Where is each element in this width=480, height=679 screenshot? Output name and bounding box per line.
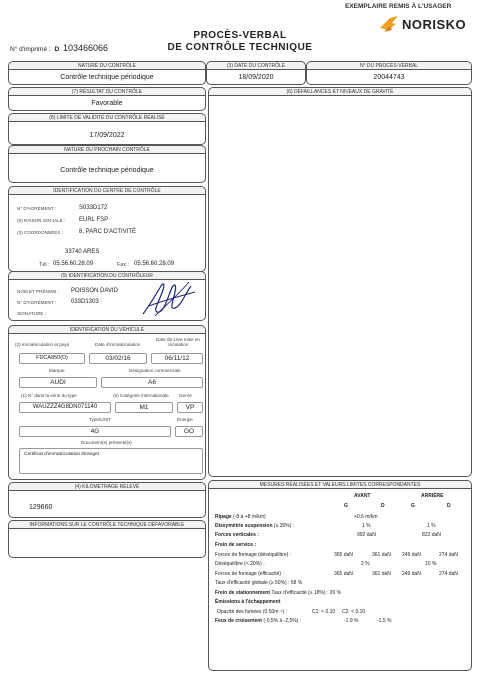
opacite-text: Opacité des fumées (0.50m⁻¹) :: [217, 609, 288, 615]
energy-field: GO: [175, 426, 203, 437]
controller-signature: [139, 276, 199, 320]
centre-agrement-value: S033D172: [79, 205, 108, 211]
norisko-logo: [378, 14, 478, 36]
centre-raison-value: EURL FSP: [79, 217, 109, 223]
pv-number-box: [306, 61, 472, 85]
frein-stat-text: Taux d'efficacité (≥ 18%) : 20 %: [271, 590, 342, 596]
ripage-row: [215, 514, 266, 520]
vehicle-box: [8, 325, 206, 480]
next-control-header: NATURE DU PROCHAIN CONTRÔLE: [9, 146, 205, 154]
brand-name: NORISKO: [402, 17, 467, 32]
ffe-ar-d: 274 daN: [439, 571, 458, 577]
control-date-box: [206, 61, 306, 85]
first-circ-label: Date de 1ère mise en circulation: [156, 337, 200, 347]
norisko-bird-icon: [378, 14, 400, 36]
validity-box: [8, 113, 206, 145]
controller-name-value: POISSON DAVID: [71, 288, 118, 294]
centre-fax-label: Fax :: [117, 262, 130, 268]
marque-label: Marque: [49, 368, 65, 373]
frein-service-label: Frein de service :: [215, 542, 257, 548]
pv-number-header: N° DU PROCÈS-VERBAL: [307, 62, 471, 70]
arriere-heading: ARRIÈRE: [421, 493, 444, 499]
print-number: [10, 43, 108, 53]
result-box: [8, 87, 206, 111]
centre-coord-label: (3) COORDONNÉES :: [17, 230, 63, 235]
forces-vert-ar: 822 daN: [422, 532, 441, 538]
defects-box: [208, 87, 472, 477]
result-value: Favorable: [91, 100, 123, 107]
control-nature-box: [8, 61, 206, 85]
control-nature-header: NATURE DU CONTRÔLE: [9, 62, 205, 70]
controller-agrement-value: 033D1303: [71, 299, 99, 305]
centre-agrement-label: N° D'AGRÉMENT :: [17, 206, 57, 211]
avant-heading: AVANT: [354, 493, 371, 499]
croisement-limit: (-0,5% à -2,5%) :: [263, 618, 302, 624]
controller-name-label: NOM ET PRÉNOM :: [17, 289, 59, 294]
energy-label: Énergie: [177, 417, 193, 422]
controller-header: (9) IDENTIFICATION DU CONTRÔLEUR: [9, 272, 205, 280]
centre-city: 33740 ARES: [65, 249, 100, 255]
marque-field: AUDI: [19, 377, 97, 388]
result-header: (7) RÉSULTAT DU CONTRÔLE: [9, 88, 205, 96]
dissym-av: 1 %: [362, 523, 371, 529]
control-nature-value: Contrôle technique périodique: [60, 74, 154, 81]
validity-value: 17/09/2022: [89, 132, 125, 139]
ffd-ar-g: 249 daN: [402, 552, 421, 558]
ripage-limit: (-8 à +8 m/km): [233, 514, 266, 520]
forces-vert-av: 992 daN: [357, 532, 376, 538]
deseq-label: Déséquilibre (< 20%) :: [215, 561, 265, 567]
arriere-g: G: [411, 503, 415, 509]
dissym-row: [215, 523, 294, 529]
avant-g: G: [344, 503, 348, 509]
ffe-av-g: 365 daN: [334, 571, 353, 577]
avant-d: D: [381, 503, 385, 509]
model-label: Désignation commerciale: [129, 368, 181, 373]
croisement-av: -1.9 %: [344, 618, 359, 624]
dissym-limit: (≤ 30%) :: [273, 523, 295, 529]
info-box: [8, 520, 206, 558]
km-header: (4) KILOMÉTRAGE RELEVÉ: [9, 483, 205, 491]
ffd-av-d: 361 daN: [372, 552, 391, 558]
cat-field: M1: [115, 402, 173, 413]
forces-vert-label: Forces verticales :: [215, 532, 259, 538]
controller-box: [8, 271, 206, 321]
opacite-c1: C1: < 0.10: [312, 609, 336, 615]
control-date-value: 18/09/2020: [238, 74, 274, 81]
cat-label: (5) Catégorie internationale: [113, 393, 169, 398]
ffd-label: Forces de freinage (déséquilibre) :: [215, 552, 292, 558]
centre-box: [8, 186, 206, 272]
ffd-av-g: 365 daN: [334, 552, 353, 558]
measures-box: [208, 480, 472, 671]
immat-label: (2) Immatriculation et pays: [15, 342, 70, 347]
genre-field: VP: [177, 402, 203, 413]
vin-label: (1) N° dans la série du type: [21, 393, 77, 398]
ripage-value: +0.6 m/km: [354, 514, 378, 520]
next-control-box: [8, 145, 206, 183]
docs-value: Certificat d'immatriculation étranger: [24, 452, 100, 457]
copy-note: EXEMPLAIRE REMIS À L'USAGER: [345, 3, 452, 10]
genre-label: Genre: [179, 393, 192, 398]
vin-field: WAUZZZ4G8DN071140: [19, 402, 111, 413]
validity-header: (8) LIMITE DE VALIDITÉ DU CONTRÔLE RÉALISÉ: [9, 114, 205, 122]
immat-field: FDCA850(D): [19, 353, 85, 364]
model-field: A6: [101, 377, 203, 388]
print-number-letter: D: [54, 46, 60, 53]
centre-tel-value: 05.56.60.28.09: [53, 261, 94, 267]
taux-global: Taux d'efficacité globale (≥ 50%) : 68 %: [215, 580, 303, 586]
opacite-c2: C2: < 0.10: [342, 609, 366, 615]
page-title-line1: PROCÈS-VERBAL: [193, 30, 287, 41]
info-header: INFORMATIONS SUR LE CONTRÔLE TECHNIQUE DÉFAVORABLE: [9, 521, 205, 529]
first-circ-field: 06/11/12: [151, 353, 203, 364]
deseq-av: 2 %: [361, 561, 370, 567]
controller-agrement-label: N° D'AGRÉMENT :: [17, 300, 57, 305]
croisement-row: [215, 618, 301, 624]
first-reg-label: Date d'immatriculation: [95, 342, 141, 347]
ffe-av-d: 361 daN: [372, 571, 391, 577]
centre-tel-label: Tél :: [39, 262, 50, 268]
vehicle-header: IDENTIFICATION DU VÉHICULE: [9, 326, 205, 334]
centre-fax-value: 05.56.60.28.09: [134, 261, 175, 267]
first-reg-field: 03/02/16: [89, 353, 147, 364]
print-number-label: N° d'imprimé :: [10, 46, 51, 53]
km-value: 129660: [29, 504, 53, 511]
arriere-d: D: [447, 503, 451, 509]
page-title-line2: DE CONTRÔLE TECHNIQUE: [167, 42, 313, 53]
docs-field: [19, 448, 203, 474]
deseq-ar: 10 %: [425, 561, 437, 567]
print-number-value: 103466066: [63, 43, 109, 53]
frein-stat-row: [215, 590, 341, 596]
type-field: 4G: [19, 426, 171, 437]
dissym-label: Dissymétrie suspension: [215, 523, 273, 529]
docs-label: Document(s) présenté(s): [81, 440, 132, 445]
ffe-label: Forces de freinage (efficacité) :: [215, 571, 284, 577]
centre-coord-value: 8, PARC D'ACTIVITÉ: [79, 229, 137, 235]
ffd-ar-d: 274 daN: [439, 552, 458, 558]
ffe-ar-g: 249 daN: [402, 571, 421, 577]
croisement-label: Feux de croisement: [215, 618, 262, 624]
measures-header: MESURES RÉALISÉES ET VALEURS LIMITES CORRESPONDANTES: [209, 481, 471, 489]
centre-header: IDENTIFICATION DU CENTRE DE CONTRÔLE: [9, 187, 205, 195]
defects-header: (6) DÉFAILLANCES ET NIVEAUX DE GRAVITÉ: [209, 88, 471, 96]
next-control-value: Contrôle technique périodique: [60, 167, 154, 174]
type-label: Type/UNIT: [89, 417, 111, 422]
frein-stat-label: Frein de stationnement: [215, 590, 271, 596]
ripage-label: Ripage: [215, 514, 232, 520]
dissym-ar: 1 %: [427, 523, 436, 529]
emissions-label: Émissions à l'échappement: [215, 599, 281, 605]
controller-signature-label: SIGNATURE :: [17, 311, 47, 316]
croisement-ar: -1.5 %: [377, 618, 392, 624]
km-box: [8, 482, 206, 518]
control-date-header: (3) DATE DU CONTRÔLE: [207, 62, 305, 70]
pv-number-value: 20044743: [373, 74, 405, 81]
centre-raison-label: (5) RAISON SOCIALE :: [17, 218, 66, 223]
